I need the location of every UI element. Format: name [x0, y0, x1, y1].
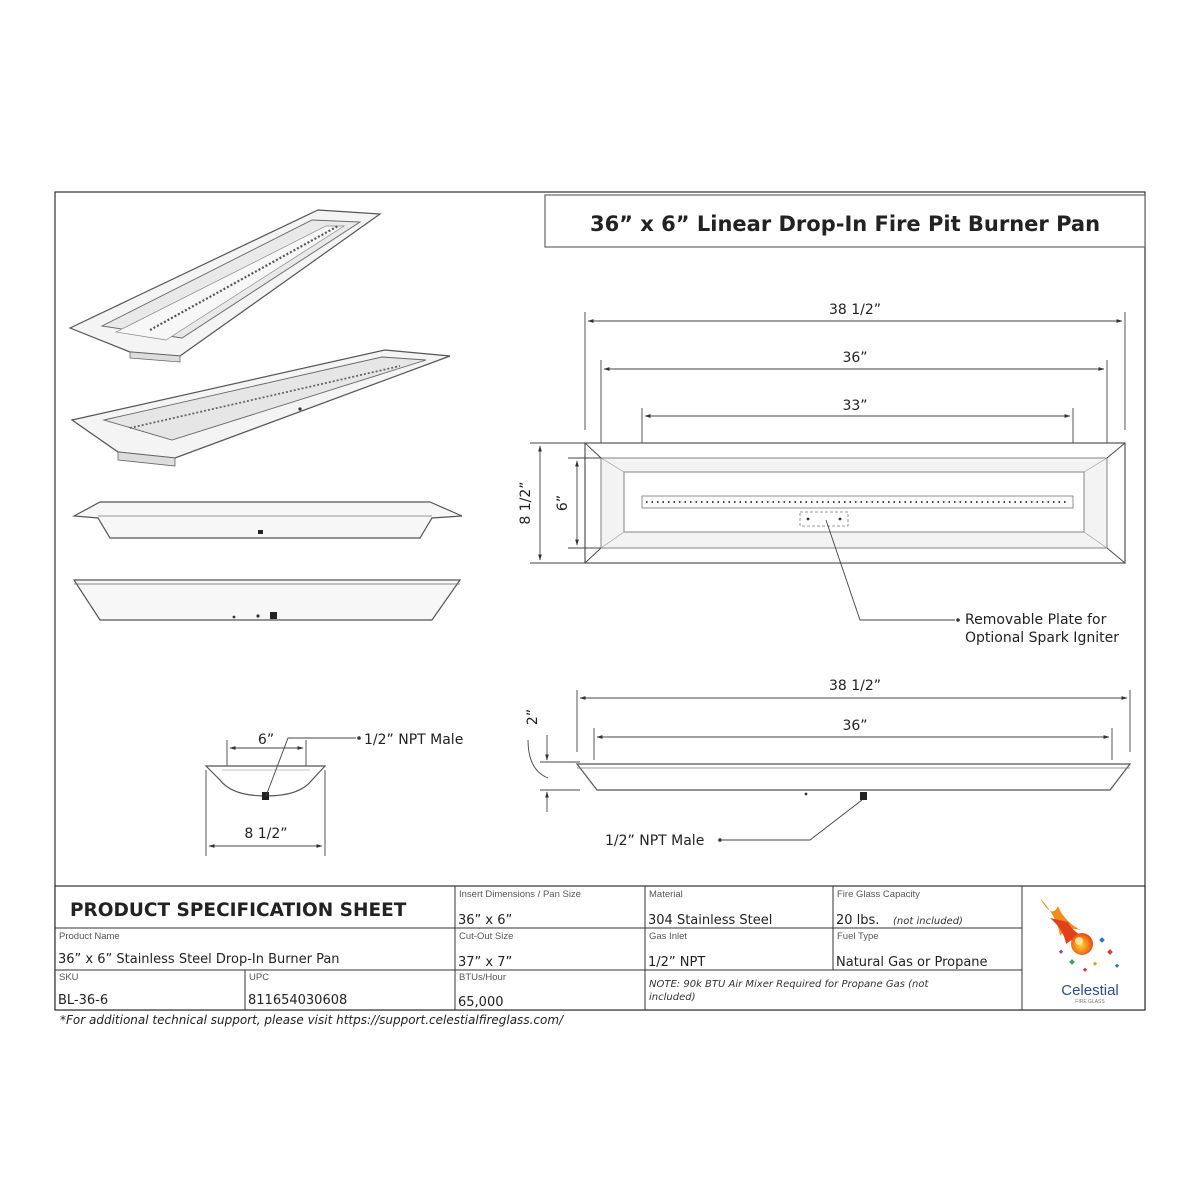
side-dim-height: 2”	[525, 708, 541, 726]
value-fuel-type: Natural Gas or Propane	[836, 955, 988, 970]
caption-fuel-type: Fuel Type	[837, 931, 879, 942]
end-inlet-label: 1/2” NPT Male	[364, 732, 464, 748]
caption-upc: UPC	[249, 972, 270, 983]
dim-overall-width: 38 1/2”	[828, 302, 882, 318]
spec-heading: PRODUCT SPECIFICATION SHEET	[70, 900, 407, 921]
dim-overall-depth: 8 1/2”	[518, 481, 534, 525]
value-btu: 65,000	[458, 995, 504, 1010]
note-fire-glass: (not included)	[893, 916, 963, 927]
caption-material: Material	[649, 889, 683, 900]
side-dim-overall-width: 38 1/2”	[828, 678, 882, 694]
dim-pan-width: 36”	[842, 350, 868, 366]
end-view-drawing	[206, 732, 463, 856]
iso-view-angled	[72, 350, 450, 466]
iso-view-side-flat	[74, 502, 462, 538]
value-sku: BL-36-6	[58, 993, 109, 1008]
spec-table	[55, 886, 1145, 1010]
side-view-drawing	[525, 678, 1130, 849]
value-product-name: 36” x 6” Stainless Steel Drop-In Burner Pan	[58, 952, 340, 967]
caption-insert-dimensions: Insert Dimensions / Pan Size	[459, 889, 581, 900]
end-dim-pan-depth: 6”	[257, 732, 275, 748]
dim-pan-depth: 6”	[555, 494, 571, 512]
value-material: 304 Stainless Steel	[648, 913, 773, 928]
caption-gas-inlet: Gas Inlet	[649, 931, 688, 942]
propane-note-line2: included)	[649, 992, 696, 1003]
caption-sku: SKU	[59, 972, 79, 983]
value-upc: 811654030608	[248, 993, 348, 1008]
value-fire-glass: 20 lbs.	[836, 913, 880, 928]
value-gas-inlet: 1/2” NPT	[648, 955, 706, 970]
logo-tagline: FIRE GLASS	[1075, 999, 1105, 1005]
page-title: 36” x 6” Linear Drop-In Fire Pit Burner Pan	[589, 212, 1101, 236]
caption-product-name: Product Name	[59, 931, 120, 942]
side-dim-pan-width: 36”	[842, 718, 868, 734]
callout-igniter-line2: Optional Spark Igniter	[965, 630, 1119, 646]
iso-view-bottom	[74, 580, 460, 620]
title-box	[545, 195, 1145, 247]
caption-btu: BTUs/Hour	[459, 972, 506, 983]
callout-igniter-line1: Removable Plate for	[965, 612, 1107, 628]
iso-view-top	[70, 210, 380, 362]
value-cut-out: 37” x 7”	[458, 955, 513, 970]
caption-fire-glass: Fire Glass Capacity	[837, 889, 920, 900]
end-dim-overall-depth: 8 1/2”	[244, 826, 288, 842]
propane-note-line1: NOTE: 90k BTU Air Mixer Required for Propane Gas (not	[649, 979, 929, 990]
fireball-icon	[1071, 933, 1093, 955]
support-footnote: *For additional technical support, please visit https://support.celestialfireglass.com/	[60, 1013, 564, 1027]
value-insert-dimensions: 36” x 6”	[458, 913, 513, 928]
side-inlet-label: 1/2” NPT Male	[605, 833, 705, 849]
top-view-drawing	[518, 302, 1125, 646]
logo-brand: Celestial	[1061, 982, 1119, 999]
dim-burner-length: 33”	[842, 398, 868, 414]
caption-cut-out: Cut-Out Size	[459, 931, 514, 942]
